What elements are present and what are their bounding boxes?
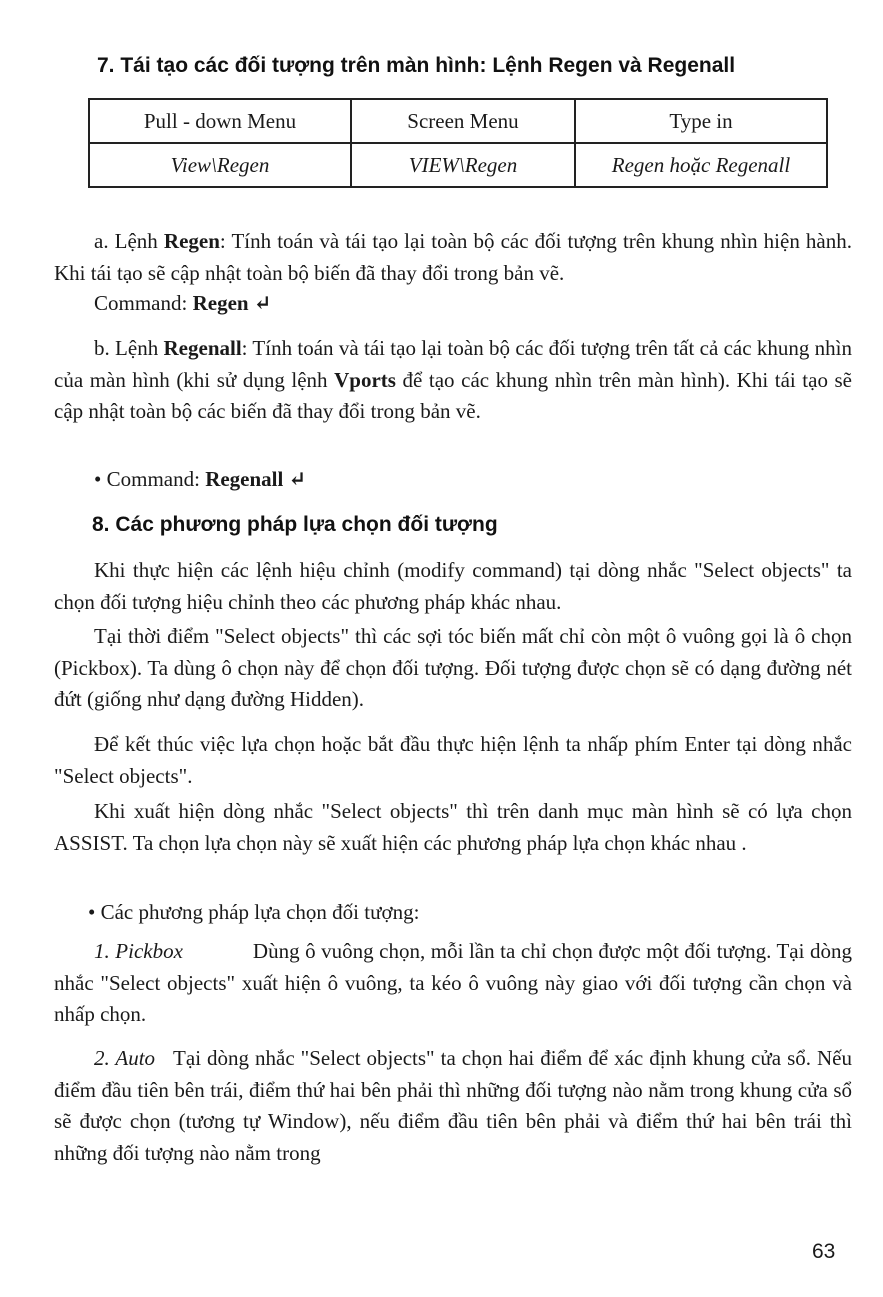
header-pulldown-menu: Pull - down Menu — [89, 99, 351, 143]
command-regen-line — [94, 290, 271, 316]
regen-keyword: Regen — [163, 229, 220, 253]
header-type-in: Type in — [575, 99, 827, 143]
command-value: Regenall ↵ — [205, 467, 307, 491]
method-auto — [54, 1043, 852, 1169]
section-8-heading: 8. Các phương pháp lựa chọn đối tượng — [92, 513, 498, 536]
paragraph-text: Khi xuất hiện dòng nhắc "Select objects" thì trên danh mục màn hình sẽ có lựa chọn ASSIST. Ta chọn lựa chọn này sẽ xuất hiện các phương pháp lựa chọn khác nhau . — [54, 799, 852, 855]
regenall-description-2: để tạo các khung nhìn trên màn hình). Khi tái tạo sẽ cập nhật toàn bộ các biến đã thay đổi trong bản vẽ. — [54, 367, 852, 424]
method-auto-label: 2. Auto — [94, 1046, 156, 1070]
paragraph-regen — [54, 226, 852, 289]
cell-screen-menu: VIEW\Regen — [351, 143, 575, 187]
method-pickbox-text: Dùng ô vuông chọn, mỗi lần ta chỉ chọn được một đối tượng. Tại dòng nhắc "Select objects" xuất hiện ô vuông, ta kéo ô vuông này giao với đối tượng cần chọn và nhấp chọn. — [54, 939, 852, 1027]
command-table-header-row — [89, 99, 827, 143]
command-table — [88, 98, 828, 188]
paragraph-assist — [54, 796, 852, 859]
command-label: Command: — [94, 291, 193, 315]
paragraph-regenall — [54, 333, 852, 428]
command-value: Regen ↵ — [192, 291, 272, 315]
paragraph-text: Để kết thúc việc lựa chọn hoặc bắt đầu thực hiện lệnh ta nhấp phím Enter tại dòng nhắc "Select objects". — [54, 732, 852, 788]
section-7-heading: 7. Tái tạo các đối tượng trên màn hình: Lệnh Regen và Regenall — [97, 54, 736, 77]
method-pickbox-label: 1. Pickbox — [94, 939, 183, 963]
methods-bullet: • Các phương pháp lựa chọn đối tượng: — [88, 900, 420, 924]
regenall-prefix: b. Lệnh — [94, 336, 164, 360]
cell-type-in: Regen hoặc Regenall — [575, 143, 827, 187]
command-table-row — [89, 143, 827, 187]
paragraph-enter — [54, 729, 852, 792]
regen-prefix: a. Lệnh — [94, 229, 164, 253]
regen-description: : Tính toán và tái tạo lại toàn bộ các đối tượng trên khung nhìn hiện hành. Khi tái tạo sẽ cập nhật toàn bộ biến đã thay đổi trong bản vẽ. — [54, 229, 852, 285]
cell-pulldown-menu: View\Regen — [89, 143, 351, 187]
paragraph-text: Khi thực hiện các lệnh hiệu chỉnh (modify command) tại dòng nhắc "Select objects" ta chọn đối tượng hiệu chỉnh theo các phương pháp khác nhau. — [54, 558, 852, 614]
vports-keyword: Vports — [334, 367, 396, 392]
command-regenall-line — [94, 466, 306, 492]
regenall-description-1: : Tính toán và tái tạo lại toàn bộ các đối tượng trên tất cả các khung nhìn của màn hình (khi sử dụng lệnh — [54, 336, 852, 392]
paragraph-text: Tại thời điểm "Select objects" thì các sợi tóc biến mất chỉ còn một ô vuông gọi là ô chọn (Pickbox). Ta dùng ô chọn này để chọn đối tượng. Đối tượng được chọn sẽ có dạng đường nét đứt (giống như dạng đường Hidden). — [54, 624, 852, 712]
regenall-keyword: Regenall — [163, 336, 242, 360]
header-screen-menu: Screen Menu — [351, 99, 575, 143]
method-auto-text: Tại dòng nhắc "Select objects" ta chọn hai điểm để xác định khung cửa sổ. Nếu điểm đầu tiên bên trái, điểm thứ hai bên phải thì những đối tượng nào nằm trong khung cửa sổ sẽ được chọn (tương tự Window), nếu điểm đầu tiên bên phải và điểm thứ hai bên trái thì những đối tượng nào nằm trong — [54, 1046, 852, 1165]
paragraph-pickbox-intro — [54, 621, 852, 716]
page-number: 63 — [812, 1240, 836, 1263]
method-pickbox — [54, 936, 852, 1031]
paragraph-selection-intro — [54, 555, 852, 618]
command-label: • Command: — [94, 467, 206, 491]
